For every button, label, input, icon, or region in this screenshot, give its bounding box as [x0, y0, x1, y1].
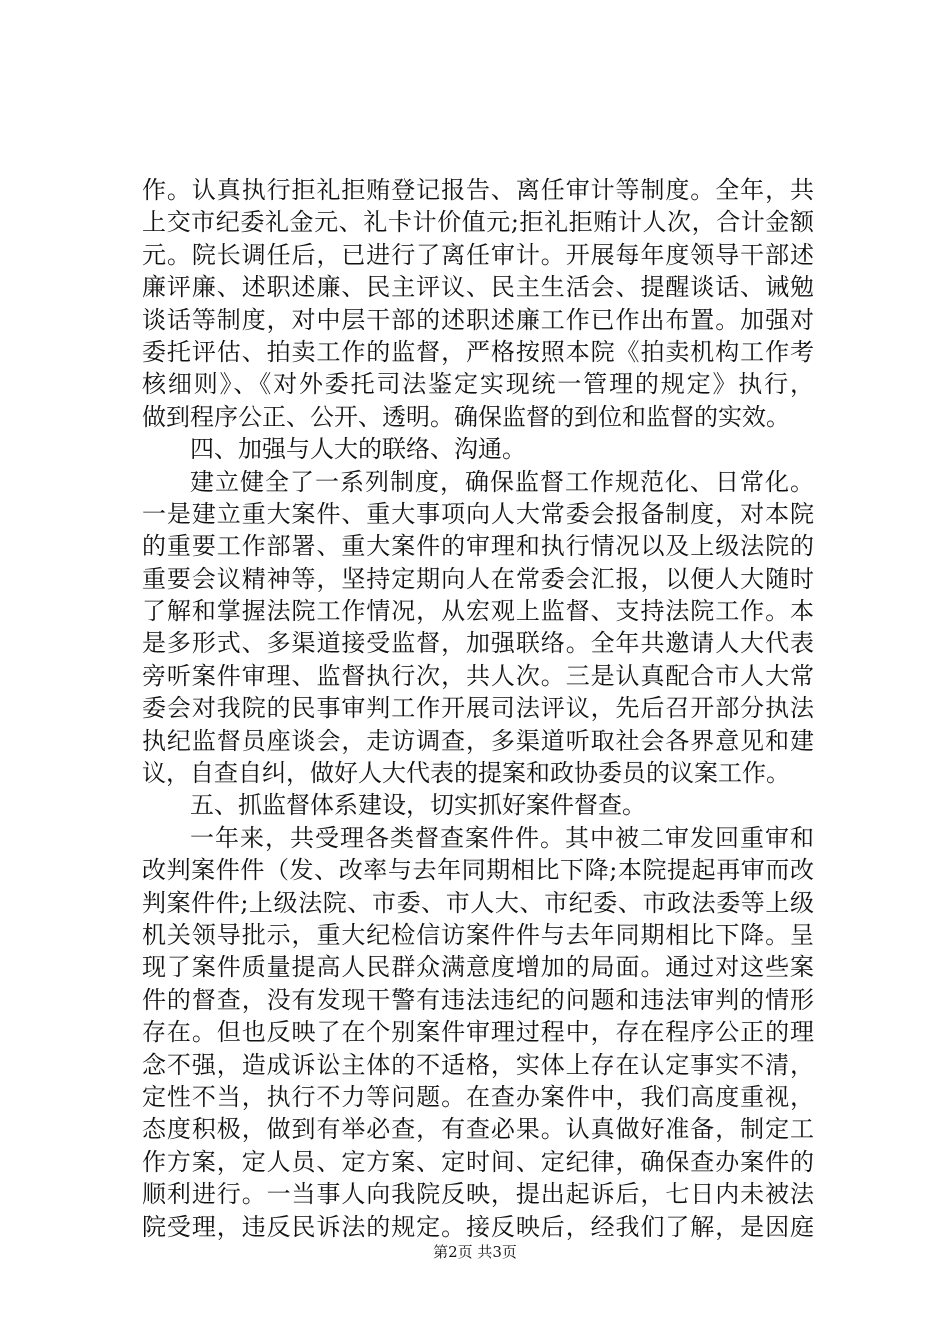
text-line: 四、加强与人大的联络、沟通。: [190, 435, 526, 464]
text-line: 委会对我院的民事审判工作开展司法评议，先后召开部分执法: [142, 694, 814, 723]
text-line: 改判案件件（发、改率与去年同期相比下降;本院提起再审而改: [142, 856, 814, 885]
text-line: 现了案件质量提高人民群众满意度增加的局面。通过对这些案: [142, 953, 814, 982]
text-line: 一是建立重大案件、重大事项向人大常委会报备制度，对本院: [142, 499, 814, 528]
text-line: 旁听案件审理、监督执行次，共人次。三是认真配合市人大常: [142, 661, 814, 690]
text-line: 委托评估、拍卖工作的监督，严格按照本院《拍卖机构工作考: [142, 337, 814, 366]
text-line: 五、抓监督体系建设，切实抓好案件督查。: [190, 791, 646, 820]
text-line: 建立健全了一系列制度，确保监督工作规范化、日常化。: [190, 467, 814, 496]
text-line: 的重要工作部署、重大案件的审理和执行情况以及上级法院的: [142, 532, 814, 561]
text-line: 执纪监督员座谈会，走访调查，多渠道听取社会各界意见和建: [142, 726, 814, 755]
text-line: 核细则》、《对外委托司法鉴定实现统一管理的规定》执行，: [142, 370, 814, 399]
text-line: 件的督查，没有发现干警有违法违纪的问题和违法审判的情形: [142, 985, 814, 1014]
text-line: 谈话等制度，对中层干部的述职述廉工作已作出布置。加强对: [142, 305, 814, 334]
text-line: 判案件件;上级法院、市委、市人大、市纪委、市政法委等上级: [142, 888, 814, 917]
text-line: 作方案，定人员、定方案、定时间、定纪律，确保查办案件的: [142, 1147, 814, 1176]
text-line: 重要会议精神等，坚持定期向人在常委会汇报，以便人大随时: [142, 564, 814, 593]
body-text: [142, 174, 814, 1243]
text-line: 机关领导批示，重大纪检信访案件件与去年同期相比下降。呈: [142, 920, 814, 949]
text-line: 一年来，共受理各类督查案件件。其中被二审发回重审和: [190, 823, 814, 852]
text-line: 顺利进行。一当事人向我院反映，提出起诉后，七日内未被法: [142, 1180, 814, 1209]
text-line: 议，自查自纠，做好人大代表的提案和政协委员的议案工作。: [142, 759, 790, 788]
text-line: 廉评廉、述职述廉、民主评议、民主生活会、提醒谈话、诫勉: [142, 273, 814, 302]
text-line: 元。院长调任后，已进行了离任审计。开展每年度领导干部述: [142, 240, 814, 269]
text-line: 态度积极，做到有举必查，有查必果。认真做好准备，制定工: [142, 1115, 814, 1144]
text-line: 定性不当，执行不力等问题。在查办案件中，我们高度重视，: [142, 1082, 814, 1111]
text-line: 上交市纪委礼金元、礼卡计价值元;拒礼拒贿计人次，合计金额: [142, 208, 814, 237]
text-line: 了解和掌握法院工作情况，从宏观上监督、支持法院工作。本: [142, 597, 814, 626]
text-line: 院受理，违反民诉法的规定。接反映后，经我们了解，是因庭: [142, 1212, 814, 1241]
text-line: 做到程序公正、公开、透明。确保监督的到位和监督的实效。: [142, 402, 790, 431]
text-line: 作。认真执行拒礼拒贿登记报告、离任审计等制度。全年，共: [142, 176, 814, 204]
text-line: 是多形式、多渠道接受监督，加强联络。全年共邀请人大代表: [142, 629, 814, 658]
text-line: 念不强，造成诉讼主体的不适格，实体上存在认定事实不清，: [142, 1050, 814, 1079]
text-line: 存在。但也反映了在个别案件审理过程中，存在程序公正的理: [142, 1018, 814, 1047]
page-footer: 第2页 共3页: [433, 1243, 517, 1261]
